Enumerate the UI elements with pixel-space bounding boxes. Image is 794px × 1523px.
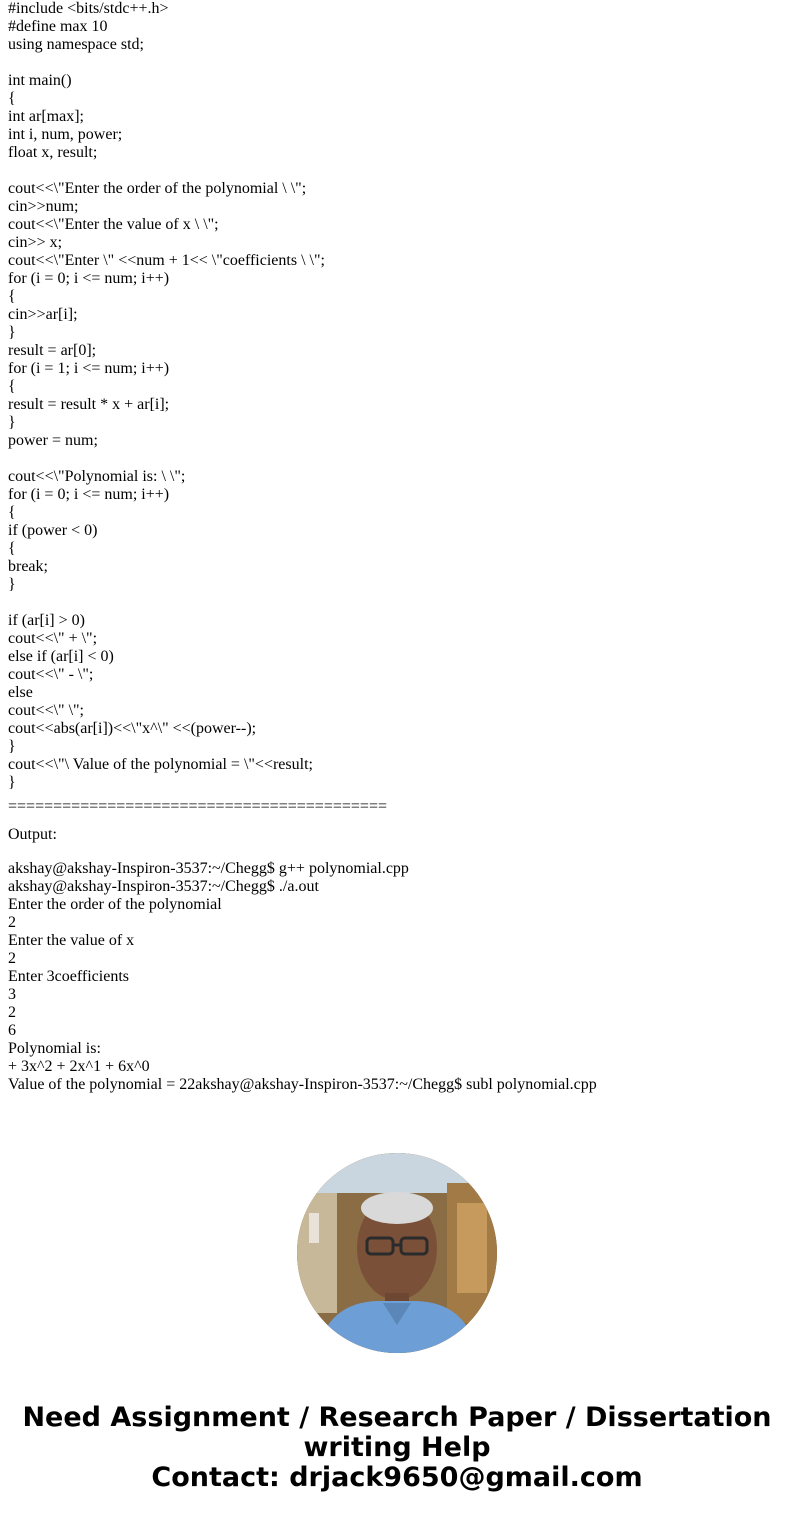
code-line: cout<<\" - \"; [8,666,94,683]
code-line: else [8,684,33,701]
code-line: cout<<\" + \"; [8,630,98,647]
code-line: cout<<\"Polynomial is: \ \"; [8,468,186,485]
code-line: for (i = 1; i <= num; i++) [8,360,170,377]
code-line: result = result * x + ar[i]; [8,396,170,413]
code-line: else if (ar[i] < 0) [8,648,114,665]
code-line: cout<<\"Enter \" <<num + 1<< \"coefficients \ \"; [8,252,325,269]
code-line [8,594,788,612]
output-line: akshay@akshay-Inspiron-3537:~/Chegg$ g++ polynomial.cpp [8,860,409,877]
code-line: #define max 10 [8,18,108,35]
output-line: 2 [8,914,16,931]
code-line: cout<<\"Enter the value of x \ \"; [8,216,219,233]
code-line: int i, num, power; [8,126,123,143]
code-line: { [8,90,16,107]
code-line: for (i = 0; i <= num; i++) [8,270,170,287]
code-line: int ar[max]; [8,108,84,125]
source-code [8,0,788,792]
code-line: int main() [8,72,72,89]
code-line: float x, result; [8,144,98,161]
code-line: { [8,378,16,395]
output-line: Enter 3coefficients [8,968,129,985]
output-line: 2 [8,1004,16,1021]
code-line: if (power < 0) [8,522,98,539]
code-line [8,450,788,468]
code-line: } [8,324,16,341]
code-line: cout<<\" \"; [8,702,84,719]
code-listing [8,0,788,1094]
promo-banner [0,1403,794,1493]
code-line: cout<<\"\ Value of the polynomial = \"<<result; [8,756,313,773]
output-label: Output: [8,826,57,843]
author-photo [297,1153,497,1353]
code-line: { [8,288,16,305]
code-line: cin>>num; [8,198,79,215]
code-line: for (i = 0; i <= num; i++) [8,486,170,503]
output-line: 2 [8,950,16,967]
output-line: Polynomial is: [8,1040,101,1057]
output-line: Value of the polynomial = 22akshay@akshay-Inspiron-3537:~/Chegg$ subl polynomial.cpp [8,1076,597,1093]
code-line: cin>>ar[i]; [8,306,78,323]
code-line: } [8,576,16,593]
output-line: 6 [8,1022,16,1039]
code-line: power = num; [8,432,98,449]
code-line [8,162,788,180]
portrait-image [297,1153,497,1353]
code-line: } [8,774,16,791]
output-line: 3 [8,986,16,1003]
code-line: { [8,504,16,521]
code-line: cout<<abs(ar[i])<<\"x^\" <<(power--); [8,720,257,737]
output-line: akshay@akshay-Inspiron-3537:~/Chegg$ ./a.out [8,878,319,895]
code-line: #include <bits/stdc++.h> [8,0,169,17]
code-line: { [8,540,16,557]
code-line: if (ar[i] > 0) [8,612,85,629]
code-line: } [8,414,16,431]
terminal-output [8,860,788,1094]
code-line [8,54,788,72]
code-line: result = ar[0]; [8,342,97,359]
code-line: cin>> x; [8,234,63,251]
code-line: break; [8,558,48,575]
promo-line-1: Need Assignment / Research Paper / Dissertation [22,1402,772,1433]
output-line: Enter the value of x [8,932,135,949]
code-line: cout<<\"Enter the order of the polynomial \ \"; [8,180,307,197]
output-line: + 3x^2 + 2x^1 + 6x^0 [8,1058,150,1075]
separator-line: ========================================== [8,798,387,815]
output-line: Enter the order of the polynomial [8,896,222,913]
code-line: using namespace std; [8,36,144,53]
promo-line-2: writing Help [303,1432,491,1463]
code-line: } [8,738,16,755]
promo-contact: Contact: drjack9650@gmail.com [151,1462,643,1493]
